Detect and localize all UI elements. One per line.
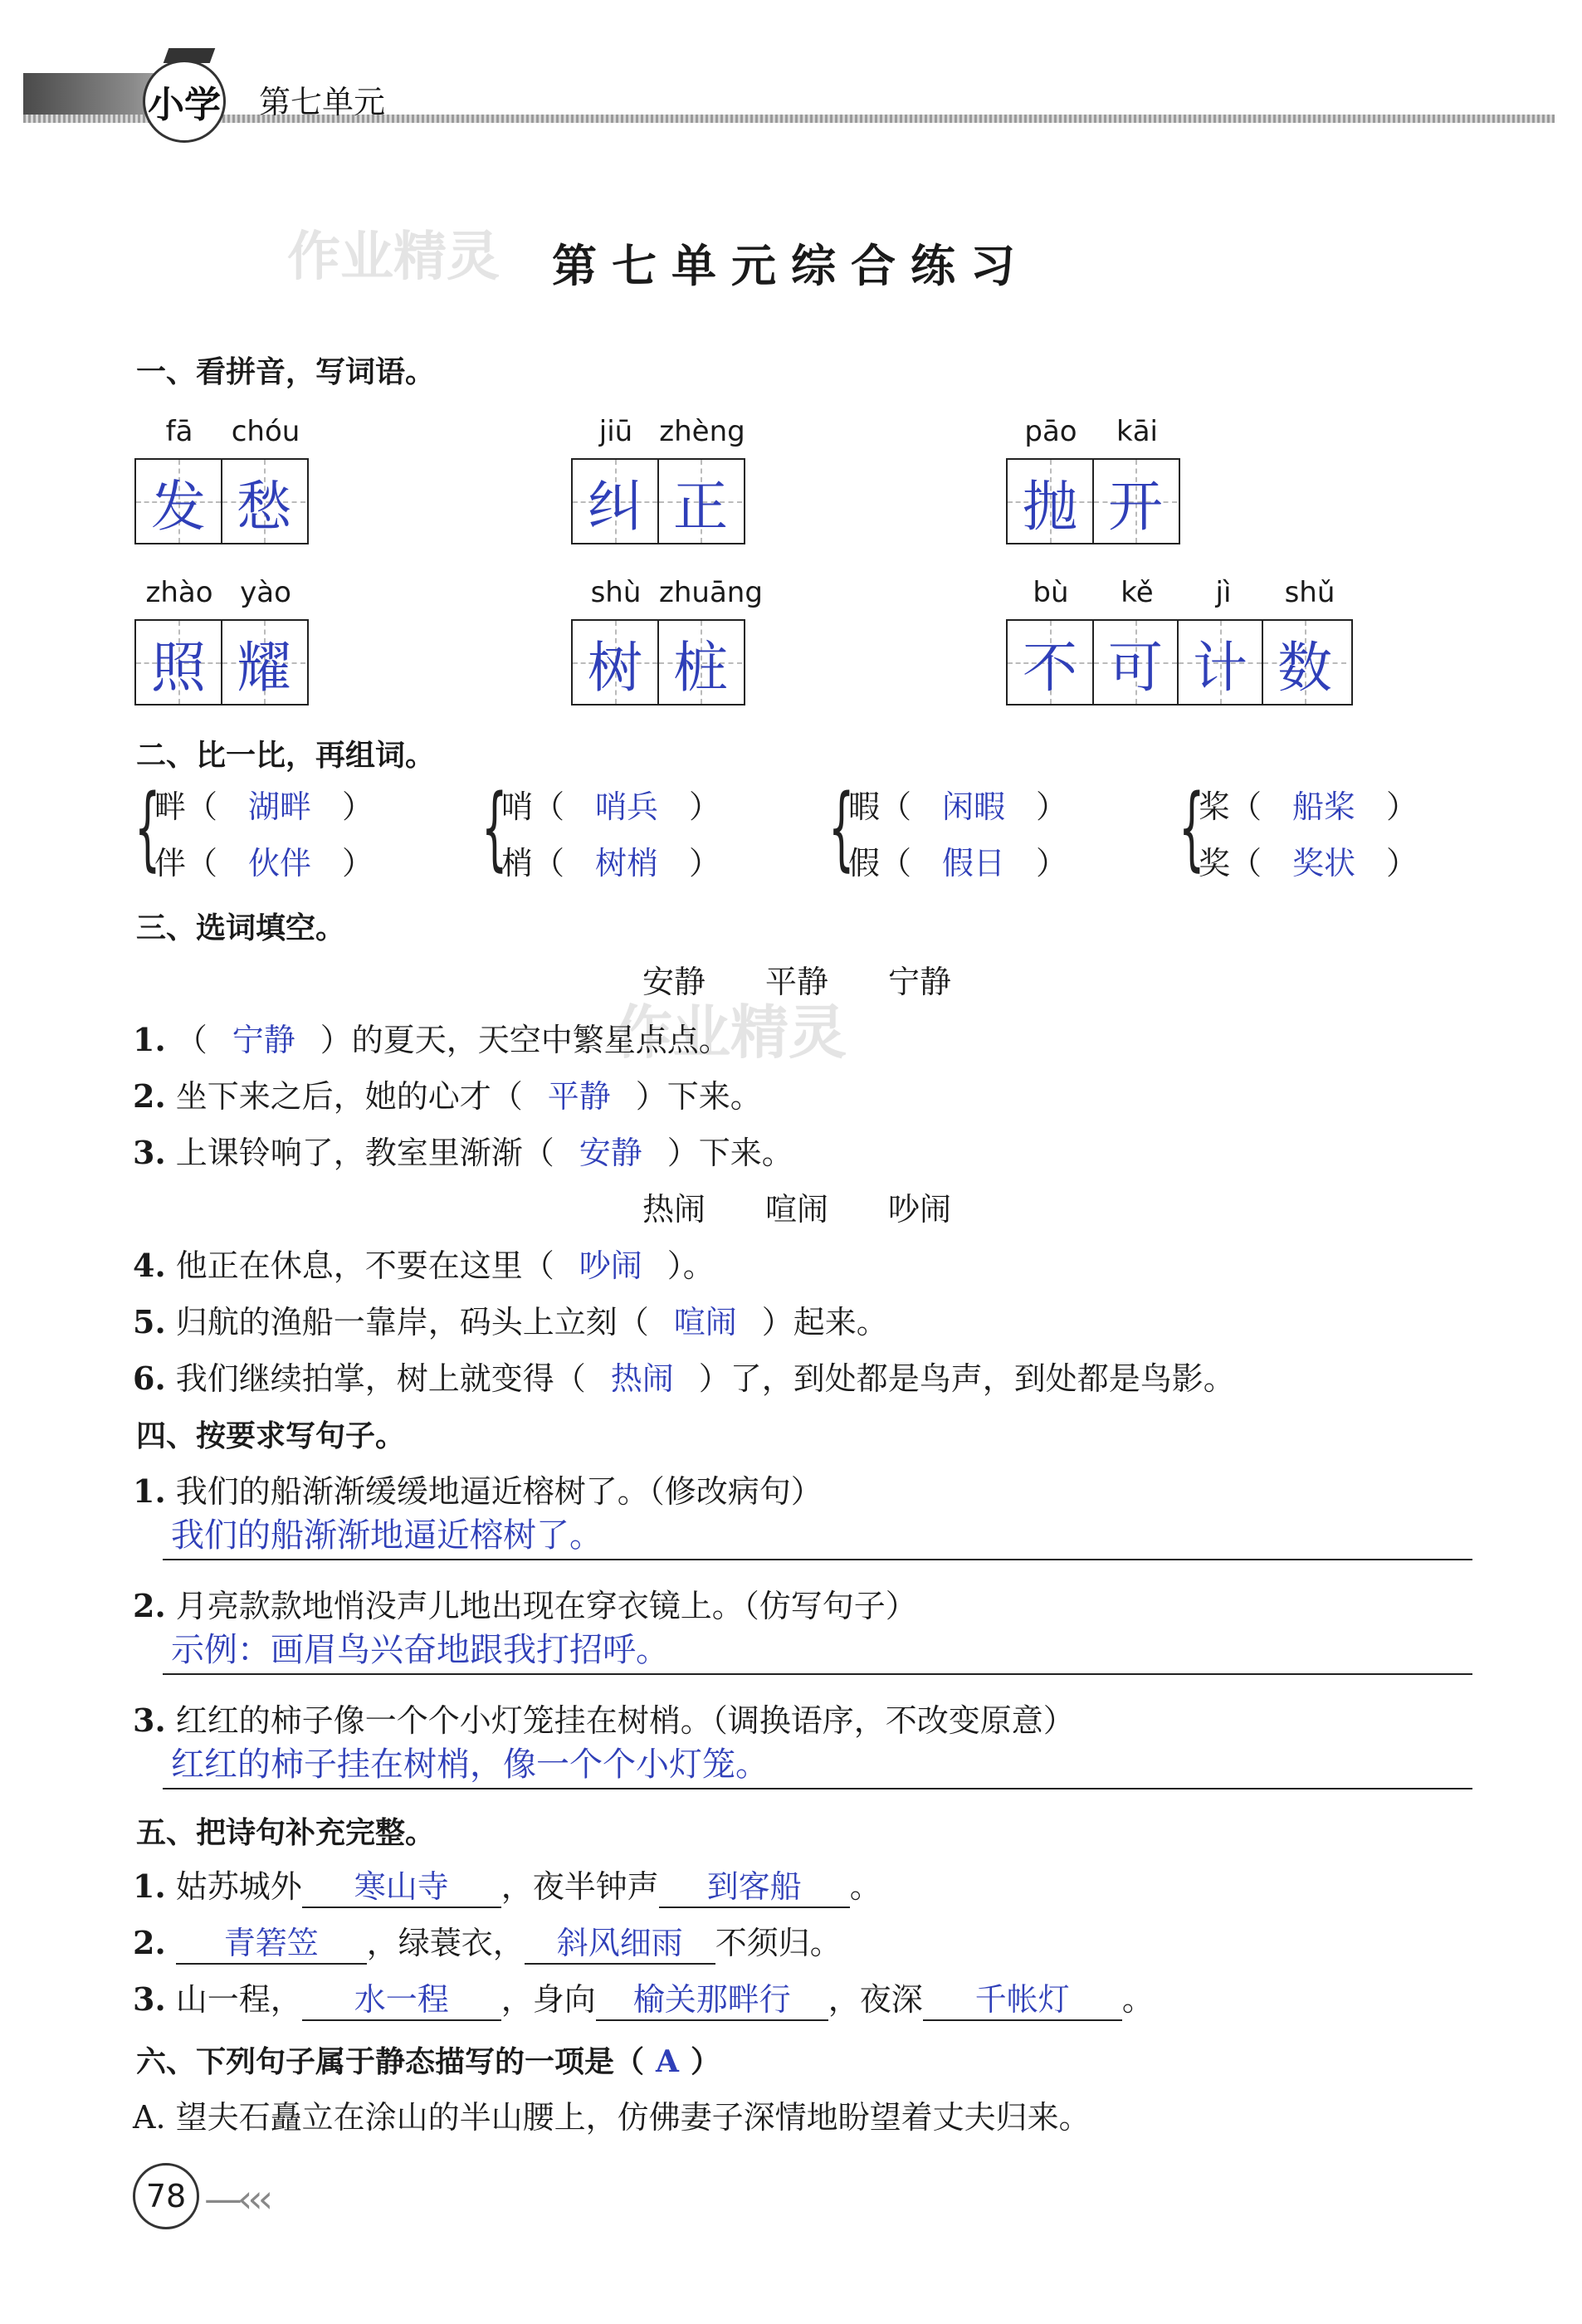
- rewrite-item-1: 1. 我们的船渐渐缓缓地逼近榕树了。（修改病句）: [133, 1472, 823, 1510]
- answer: 我们的船渐渐地逼近榕树了。: [171, 1516, 603, 1555]
- answer: 宁静: [232, 1022, 295, 1058]
- char: 愁: [237, 474, 291, 539]
- fill-item-3: 3. 上课铃响了，教室里渐渐（ 安静 ）下来。: [133, 1134, 793, 1171]
- char: 桩: [673, 635, 728, 700]
- word-3: [1006, 415, 1180, 544]
- header-rule: [23, 115, 1555, 123]
- word-2: [571, 415, 745, 544]
- brace-icon: {: [481, 774, 508, 881]
- answer: 喧闹: [673, 1304, 737, 1340]
- char: 计: [1193, 635, 1248, 700]
- watermark-mid: 作业精灵: [614, 998, 847, 1067]
- answer: 寒山寺: [302, 1861, 501, 1908]
- word-4: [134, 576, 309, 706]
- char: 不: [1023, 635, 1077, 700]
- brace-icon: {: [828, 774, 855, 881]
- fill-item-2: 2. 坐下来之后，她的心才（ 平静 ）下来。: [133, 1077, 762, 1115]
- pinyin: chóu: [231, 415, 300, 448]
- section-4-heading: 四、按要求写句子。: [136, 1419, 406, 1453]
- option: 宁静: [888, 964, 952, 1000]
- answer: 斜风细雨: [525, 1917, 715, 1965]
- page-number: 78: [133, 2163, 199, 2229]
- fill-item-6: 6. 我们继续拍掌，树上就变得（ 热闹 ）了，到处都是鸟声，到处都是鸟影。: [133, 1360, 1235, 1397]
- section-2-heading: 二、比一比，再组词。: [136, 739, 436, 773]
- pinyin: zhèng: [659, 415, 745, 448]
- poem-line-2: 2. 青箬笠 ，绿蓑衣， 斜风细雨 不须归。: [133, 1917, 842, 1965]
- option: 喧闹: [765, 1191, 829, 1228]
- char: 梢: [501, 845, 534, 881]
- answer: 榆关那畔行: [596, 1974, 828, 2021]
- answer: 树梢: [595, 845, 659, 881]
- rewrite-item-2: 2. 月亮款款地悄没声儿地出现在穿衣镜上。（仿写句子）: [133, 1587, 917, 1624]
- char: 耀: [237, 635, 291, 700]
- answer: 奖状: [1292, 845, 1356, 881]
- pinyin: pāo: [1024, 415, 1077, 448]
- answer: 湖畔: [248, 788, 312, 825]
- option: 安静: [642, 964, 706, 1000]
- char-box: [1006, 619, 1353, 706]
- answer: 安静: [579, 1135, 642, 1171]
- compare-group-3: { 暇（ 闲暇 ） 假（ 假日 ）: [828, 779, 1067, 891]
- fill-item-4: 4. 他正在休息，不要在这里（ 吵闹 ）。: [133, 1247, 715, 1284]
- option: 热闹: [642, 1191, 706, 1228]
- char: 假: [848, 845, 881, 881]
- rewrite-item-3: 3. 红红的柿子像一个个小灯笼挂在树梢。（调换语序，不改变原意）: [133, 1702, 1075, 1739]
- word-options-2: [613, 1184, 981, 1229]
- answer: A: [656, 2044, 679, 2079]
- char: 发: [151, 474, 206, 539]
- pinyin: jì: [1215, 576, 1232, 609]
- compare-group-1: { 畔（ 湖畔 ） 伴（ 伙伴 ）: [134, 779, 374, 891]
- compare-group-4: { 桨（ 船桨 ） 奖（ 奖状 ）: [1179, 779, 1418, 891]
- option: 吵闹: [888, 1191, 952, 1228]
- answer: 示例：画眉鸟兴奋地跟我打招呼。: [171, 1631, 669, 1669]
- answer: 到客船: [659, 1861, 850, 1908]
- char: 正: [673, 474, 728, 539]
- compare-group-2: { 哨（ 哨兵 ） 梢（ 树梢 ）: [481, 779, 720, 891]
- answer: 假日: [942, 845, 1006, 881]
- pinyin: bù: [1033, 576, 1069, 609]
- section-1-heading: 一、看拼音，写词语。: [136, 355, 436, 389]
- answer: 哨兵: [595, 788, 659, 825]
- pinyin: fā: [165, 415, 193, 448]
- char: 畔: [154, 788, 187, 825]
- char: 抛: [1023, 474, 1077, 539]
- answer-line: [163, 1788, 1472, 1789]
- poem-line-3: 3. 山一程， 水一程 ，身向 榆关那畔行 ，夜深 千帐灯 。: [133, 1974, 1154, 2021]
- char-box: [571, 619, 745, 706]
- poem-line-1: 1. 姑苏城外 寒山寺 ，夜半钟声 到客船 。: [133, 1861, 881, 1908]
- char: 开: [1108, 474, 1163, 539]
- char-box: [1006, 458, 1180, 544]
- page-title: 第七单元综合练习: [552, 239, 1030, 292]
- answer: 伙伴: [248, 845, 312, 881]
- fill-item-5: 5. 归航的渔船一靠岸，码头上立刻（ 喧闹 ）起来。: [133, 1303, 888, 1340]
- word-5: [571, 576, 763, 706]
- section-3-heading: 三、选词填空。: [136, 911, 346, 945]
- pinyin: jiū: [598, 415, 633, 448]
- answer: 热闹: [610, 1360, 674, 1397]
- fill-item-1: 1. （ 宁静 ）的夏天，天空中繁星点点。: [133, 1021, 730, 1058]
- pinyin: zhào: [145, 576, 213, 609]
- answer: 吵闹: [579, 1247, 642, 1284]
- char-box: [134, 619, 309, 706]
- pinyin: kě: [1121, 576, 1154, 609]
- answer: 平静: [547, 1078, 611, 1115]
- char: 暇: [848, 788, 881, 825]
- answer: 红红的柿子挂在树梢，像一个个小灯笼。: [171, 1745, 769, 1784]
- answer: 千帐灯: [923, 1974, 1122, 2021]
- char: 照: [151, 635, 206, 700]
- brace-icon: {: [1179, 774, 1205, 881]
- pinyin: yào: [240, 576, 291, 609]
- word-1: [134, 415, 309, 544]
- char: 树: [588, 635, 642, 700]
- watermark-top: 作业精灵: [287, 227, 500, 288]
- option: 平静: [765, 964, 829, 1000]
- section-5-heading: 五、把诗句补充完整。: [136, 1816, 436, 1850]
- answer-line: [163, 1559, 1472, 1560]
- pinyin: shù: [590, 576, 642, 609]
- char: 纠: [588, 474, 642, 539]
- char: 桨: [1199, 788, 1231, 825]
- char-box: [571, 458, 745, 544]
- char: 哨: [501, 788, 534, 825]
- logo-badge: [143, 60, 226, 143]
- char: 可: [1108, 635, 1163, 700]
- answer: 船桨: [1292, 788, 1356, 825]
- word-6: [1006, 576, 1353, 706]
- section-6-heading: 六、下列句子属于静态描写的一项是（ A ）: [136, 2044, 720, 2079]
- answer: 闲暇: [942, 788, 1006, 825]
- logo-text: 小学: [148, 84, 221, 126]
- option-a: A. 望夫石矗立在涂山的半山腰上，仿佛妻子深情地盼望着丈夫归来。: [133, 2099, 1091, 2136]
- char: 伴: [154, 845, 187, 881]
- pinyin: shǔ: [1284, 576, 1335, 609]
- char: 数: [1277, 635, 1332, 700]
- char: 奖: [1199, 845, 1231, 881]
- answer-line: [163, 1673, 1472, 1675]
- answer: 青箬笠: [176, 1917, 367, 1965]
- char-box: [134, 458, 309, 544]
- unit-label: 第七单元: [259, 84, 386, 120]
- pinyin: zhuāng: [659, 576, 763, 609]
- pinyin: kāi: [1116, 415, 1158, 448]
- answer: 水一程: [302, 1974, 501, 2021]
- arrows-icon: —‹‹‹: [204, 2176, 269, 2221]
- brace-icon: {: [134, 774, 161, 881]
